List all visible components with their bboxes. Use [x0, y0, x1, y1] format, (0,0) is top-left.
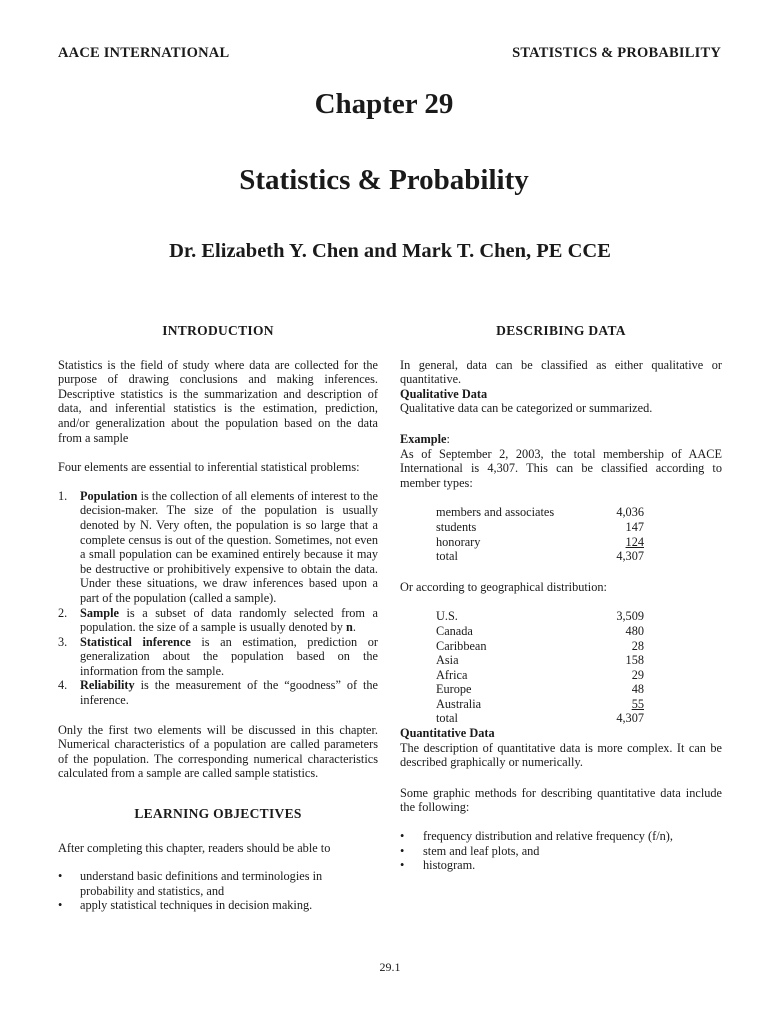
table-row [436, 624, 644, 639]
geo-intro: Or according to geographical distribution: [400, 579, 607, 594]
table-row [436, 697, 644, 712]
qualitative-text: Qualitative data can be categorized or summarized. [400, 401, 653, 416]
list-item [400, 829, 722, 844]
list-item [400, 858, 722, 873]
table-row [436, 549, 644, 564]
intro-paragraph-3: Only the first two elements will be discussed in this chapter. Numerical characteristics of a population are called parameters of the population. The corresponding numerical characteristics calculated from a sample are called sample statistics. [58, 722, 378, 781]
table-row [436, 711, 644, 726]
list-number: 4. [58, 678, 68, 693]
list-item [58, 869, 378, 898]
quantitative-text: The description of quantitative data is more complex. It can be described graphically or numerically. [400, 740, 722, 770]
table-cell-value: 29 [631, 667, 644, 682]
quantitative-heading: Quantitative Data [400, 726, 495, 741]
table-cell-label: members and associates [436, 505, 555, 520]
table-cell-label: U.S. [436, 609, 458, 624]
example-colon: : [446, 431, 450, 446]
table-row [436, 505, 644, 520]
list-number: 1. [58, 488, 68, 503]
table-cell-value: 28 [631, 638, 644, 653]
page-number: 29.1 [379, 960, 401, 974]
qualitative-heading: Qualitative Data [400, 386, 488, 401]
table-cell-value: 147 [625, 519, 644, 534]
graphic-methods-list [400, 829, 722, 873]
table-row [436, 639, 644, 654]
term-reliability: Reliability [80, 678, 135, 693]
table-cell-value: 48 [631, 682, 644, 697]
term-statistical-inference: Statistical inference [80, 634, 191, 649]
table-cell-label: total [436, 711, 458, 726]
definition-text: is the measurement of the “goodness” of the inference. [80, 678, 378, 708]
table-cell-label: Caribbean [436, 638, 487, 653]
list-item [400, 844, 722, 859]
table-cell-label: Africa [436, 667, 468, 682]
running-header-right: STATISTICS & PROBABILITY [512, 45, 721, 61]
describing-paragraph-1: In general, data can be classified as either qualitative or quantitative. [400, 357, 722, 387]
table-cell-label: Asia [436, 653, 459, 668]
table-cell-value: 55 [631, 696, 644, 711]
describing-data-heading: DESCRIBING DATA [496, 323, 626, 338]
term-sample: Sample [80, 605, 119, 620]
table-cell-value: 480 [625, 623, 644, 638]
list-item-text: histogram. [423, 858, 476, 873]
list-item [58, 898, 378, 913]
right-column [400, 324, 722, 873]
table-cell-label: honorary [436, 534, 481, 549]
geographic-table [436, 609, 644, 726]
term-n: n [346, 620, 353, 635]
definition-text: is the collection of all elements of interest to the decision-maker. The size of the population is usually denoted by N. Very often, the population is so large that a complete census is out of the question. Sometimes, not even a small population can be examined entirely because it may be destructive or prohibitively expensive to obtain the data. Under these situations, we draw inferences based upon a part of the population (called a sample). [80, 488, 378, 605]
example-label: Example [400, 431, 447, 446]
intro-paragraph-2: Four elements are essential to inferential statistical problems: [58, 460, 360, 475]
table-row [436, 653, 644, 668]
definition-text: is a subset of data randomly selected from a population. the size of a sample is usually denoted by [80, 605, 378, 635]
example-text: As of September 2, 2003, the total membership of AACE International is 4,307. This can be classified according to member types: [400, 446, 722, 490]
bullet: • [58, 869, 63, 884]
authors: Dr. Elizabeth Y. Chen and Mark T. Chen, PE CCE [169, 240, 611, 262]
term-population: Population [80, 488, 138, 503]
table-row [436, 609, 644, 624]
list-item [58, 635, 378, 679]
table-cell-value: 4,307 [616, 711, 644, 726]
example-block [400, 432, 722, 447]
table-cell-label: total [436, 549, 458, 564]
bullet: • [400, 829, 405, 844]
bullet: • [400, 843, 405, 858]
objectives-list [58, 869, 378, 913]
graphic-methods-intro: Some graphic methods for describing quantitative data include the following: [400, 785, 722, 815]
list-item [58, 678, 378, 707]
table-cell-value: 4,036 [616, 505, 644, 520]
table-cell-value: 158 [625, 653, 644, 668]
list-number: 2. [58, 605, 68, 620]
list-item [58, 489, 378, 606]
list-item [58, 606, 378, 635]
table-cell-label: Australia [436, 696, 482, 711]
definition-text-end: . [352, 620, 356, 635]
list-item-text: apply statistical techniques in decision making. [80, 898, 313, 913]
introduction-heading: INTRODUCTION [162, 323, 274, 338]
table-row [436, 520, 644, 535]
table-cell-label: students [436, 519, 477, 534]
table-row [436, 668, 644, 683]
member-types-table [436, 505, 644, 563]
chapter-number: Chapter 29 [314, 88, 454, 120]
table-cell-value: 124 [625, 534, 644, 549]
list-item-text: understand basic definitions and terminologies in probability and statistics, and [80, 869, 323, 898]
definition-text: is an estimation, prediction or generalization about the population based on the information from the sample. [80, 634, 378, 678]
table-row [436, 535, 644, 550]
chapter-title: Statistics & Probability [239, 164, 529, 196]
table-cell-value: 3,509 [616, 609, 644, 624]
list-item-text: stem and leaf plots, and [423, 843, 540, 858]
table-row [436, 682, 644, 697]
table-cell-value: 4,307 [616, 549, 644, 564]
elements-list [58, 489, 378, 708]
running-header-left: AACE INTERNATIONAL [58, 45, 230, 61]
intro-paragraph-1: Statistics is the field of study where data are collected for the purpose of drawing conclusions and making inferences. Descriptive statistics is the summarization and description of data, and inferential statistics is the estimation, prediction, and/or generalization about the population based on the data from a sample [58, 357, 378, 445]
bullet: • [58, 898, 63, 913]
objectives-intro: After completing this chapter, readers should be able to [58, 840, 331, 855]
objectives-heading: LEARNING OBJECTIVES [134, 806, 302, 822]
list-item-text: frequency distribution and relative frequency (f/n), [423, 829, 673, 844]
left-column [58, 324, 378, 913]
list-number: 3. [58, 634, 68, 649]
table-cell-label: Europe [436, 682, 472, 697]
bullet: • [400, 858, 405, 873]
table-cell-label: Canada [436, 623, 473, 638]
